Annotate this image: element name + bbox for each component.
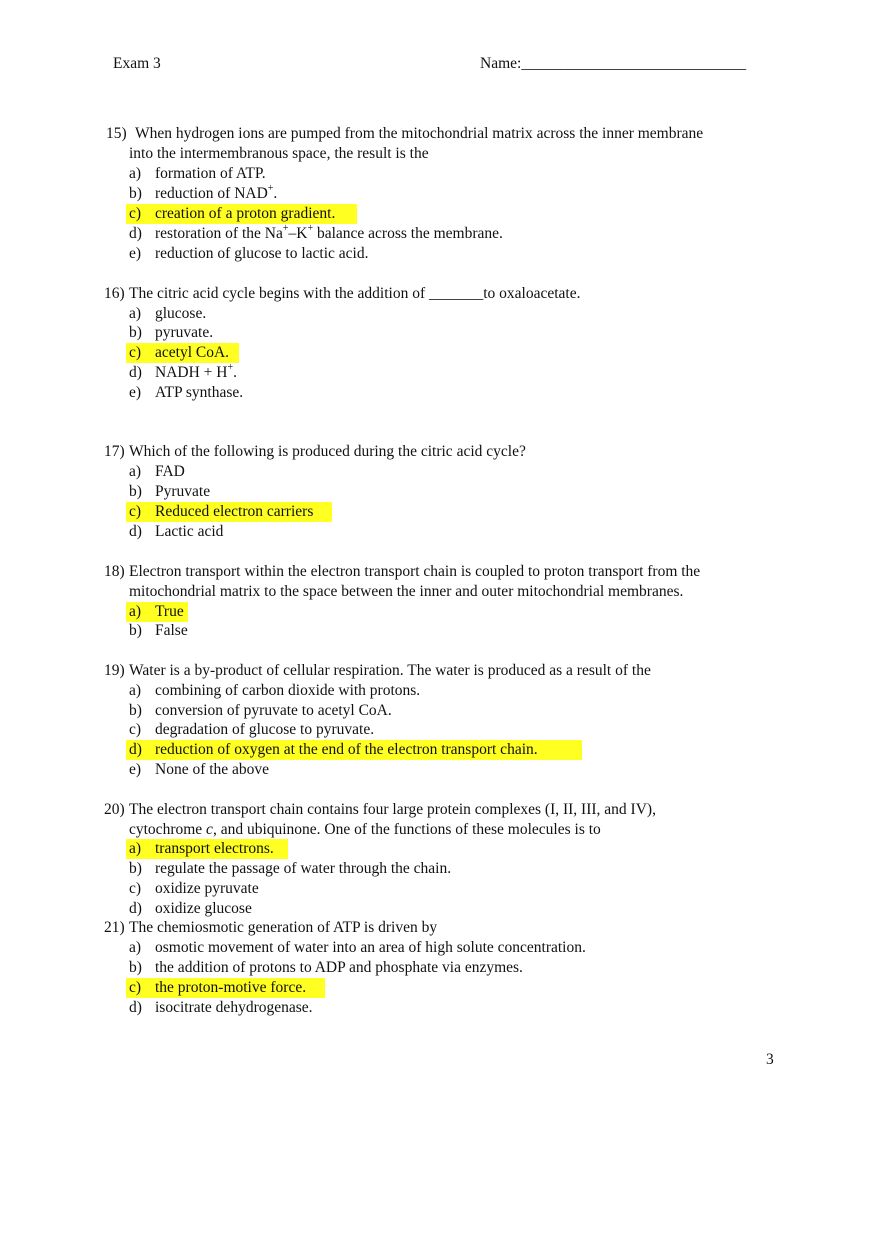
- option-text: osmotic movement of water into an area of high solute concentration.: [155, 939, 586, 956]
- option-text: pyruvate.: [155, 324, 214, 341]
- option-letter: c): [129, 979, 142, 996]
- correct-option-text: transport electrons.: [155, 840, 274, 857]
- option-letter: b): [129, 483, 142, 500]
- name-label: Name:: [480, 55, 522, 72]
- correct-option-text: the proton-motive force.: [155, 979, 307, 996]
- question-stem: into the intermembranous space, the result is the: [129, 145, 429, 162]
- option-text: restoration of the Na+–K+ balance across the membrane.: [155, 222, 503, 242]
- question-stem: Water is a by-product of cellular respiration. The water is produced as a result of the: [129, 662, 651, 679]
- option-text: False: [155, 622, 188, 639]
- option-letter: b): [129, 860, 142, 877]
- question-stem: The chemiosmotic generation of ATP is driven by: [129, 919, 438, 936]
- option-letter: b): [129, 622, 142, 639]
- option-text: None of the above: [155, 761, 270, 778]
- question-number: 15): [106, 125, 127, 142]
- option-letter: a): [129, 939, 142, 956]
- option-text: glucose.: [155, 305, 207, 322]
- option-letter: b): [129, 324, 142, 341]
- question-number: 17): [104, 443, 125, 460]
- correct-option-text: reduction of oxygen at the end of the electron transport chain.: [155, 741, 538, 758]
- option-text: conversion of pyruvate to acetyl CoA.: [155, 702, 392, 719]
- question-stem: When hydrogen ions are pumped from the mitochondrial matrix across the inner membrane: [135, 125, 704, 142]
- option-letter: a): [129, 463, 142, 480]
- option-letter: c): [129, 880, 142, 897]
- option-text: combining of carbon dioxide with protons.: [155, 682, 421, 699]
- option-letter: c): [129, 503, 142, 520]
- correct-option-text: True: [155, 603, 184, 620]
- page-number: 3: [766, 1051, 774, 1068]
- option-text: reduction of glucose to lactic acid.: [155, 245, 369, 262]
- option-letter: c): [129, 344, 142, 361]
- option-letter: a): [129, 840, 142, 857]
- option-letter: a): [129, 682, 142, 699]
- option-text: formation of ATP.: [155, 165, 266, 182]
- option-text: regulate the passage of water through the chain.: [155, 860, 452, 877]
- option-letter: d): [129, 364, 142, 381]
- question-number: 21): [104, 919, 125, 936]
- option-text: reduction of NAD+.: [155, 182, 278, 202]
- question-stem: The electron transport chain contains four large protein complexes (I, II, III, and IV),: [129, 801, 656, 818]
- name-blank: _____________________________: [521, 55, 747, 72]
- option-letter: a): [129, 305, 142, 322]
- name-field: [480, 54, 746, 74]
- question-number: 18): [104, 563, 125, 580]
- correct-option-text: creation of a proton gradient.: [155, 205, 336, 222]
- option-letter: c): [129, 721, 142, 738]
- option-text: degradation of glucose to pyruvate.: [155, 721, 375, 738]
- option-letter: c): [129, 205, 142, 222]
- option-letter: d): [129, 900, 142, 917]
- option-letter: e): [129, 245, 142, 262]
- option-letter: b): [129, 185, 142, 202]
- exam-label: Exam 3: [113, 55, 161, 72]
- option-letter: d): [129, 225, 142, 242]
- option-letter: d): [129, 741, 142, 758]
- correct-option-text: acetyl CoA.: [155, 344, 230, 361]
- question-stem: mitochondrial matrix to the space between the inner and outer mitochondrial membranes.: [129, 583, 684, 600]
- option-letter: e): [129, 384, 142, 401]
- question-stem: cytochrome c, and ubiquinone. One of the functions of these molecules is to: [129, 821, 601, 838]
- option-letter: b): [129, 702, 142, 719]
- option-letter: a): [129, 165, 142, 182]
- option-letter: b): [129, 959, 142, 976]
- option-text: oxidize glucose: [155, 900, 252, 917]
- question-stem: Which of the following is produced during the citric acid cycle?: [129, 443, 526, 460]
- option-letter: d): [129, 523, 142, 540]
- option-letter: d): [129, 999, 142, 1016]
- question-number: 19): [104, 662, 125, 679]
- option-text: the addition of protons to ADP and phosphate via enzymes.: [155, 959, 523, 976]
- option-text: oxidize pyruvate: [155, 880, 259, 897]
- option-letter: e): [129, 761, 142, 778]
- question-number: 20): [104, 801, 125, 818]
- option-text: FAD: [155, 463, 185, 480]
- question-stem: Electron transport within the electron transport chain is coupled to proton transport from the: [129, 563, 701, 580]
- option-text: NADH + H+.: [155, 361, 237, 381]
- option-text: ATP synthase.: [155, 384, 244, 401]
- option-text: Lactic acid: [155, 523, 224, 540]
- question-stem: The citric acid cycle begins with the addition of _______to oxaloacetate.: [129, 285, 581, 302]
- correct-option-text: Reduced electron carriers: [155, 503, 314, 520]
- option-text: Pyruvate: [155, 483, 211, 500]
- question-number: 16): [104, 285, 125, 302]
- option-text: isocitrate dehydrogenase.: [155, 999, 313, 1016]
- option-letter: a): [129, 603, 142, 620]
